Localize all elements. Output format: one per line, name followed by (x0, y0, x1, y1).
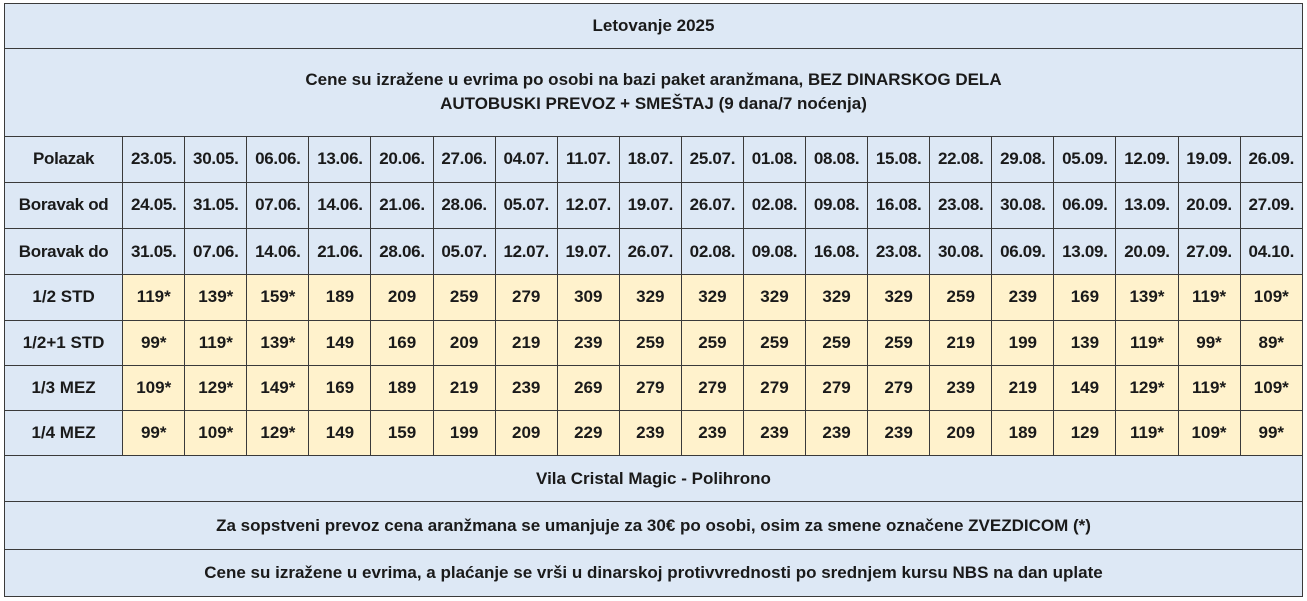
price-cell: 199 (433, 411, 495, 456)
price-cell: 329 (743, 275, 805, 320)
price-cell: 139 (1054, 320, 1116, 365)
price-cell: 129* (1116, 365, 1178, 410)
date-cell: 09.08. (743, 229, 805, 275)
price-row (5, 365, 1303, 410)
price-cell: 279 (681, 365, 743, 410)
date-cell: 23.08. (868, 229, 930, 275)
date-cell: 14.06. (247, 229, 309, 275)
date-cell: 02.08. (743, 182, 805, 228)
price-cell: 259 (433, 275, 495, 320)
price-cell: 139* (247, 320, 309, 365)
date-cell: 27.09. (1178, 229, 1240, 275)
price-cell: 109* (185, 411, 247, 456)
date-cell: 13.09. (1116, 182, 1178, 228)
date-cell: 30.05. (185, 136, 247, 182)
price-cell: 119* (1116, 411, 1178, 456)
date-cell: 21.06. (309, 229, 371, 275)
transport-note-row (5, 502, 1303, 549)
date-cell: 02.08. (681, 229, 743, 275)
date-cell: 08.08. (806, 136, 868, 182)
date-cell: 30.08. (930, 229, 992, 275)
price-cell: 109* (1240, 275, 1302, 320)
price-cell: 189 (371, 365, 433, 410)
price-cell: 209 (433, 320, 495, 365)
payment-note: Cene su izražene u evrima, a plaćanje se vrši u dinarskoj protivvrednosti po srednjem kursu NBS na dan uplate (5, 549, 1303, 596)
price-cell: 279 (743, 365, 805, 410)
price-cell: 99* (1178, 320, 1240, 365)
schedule-row (5, 229, 1303, 275)
date-cell: 24.05. (123, 182, 185, 228)
price-cell: 159 (371, 411, 433, 456)
info-row (5, 49, 1303, 136)
price-cell: 329 (619, 275, 681, 320)
price-cell: 239 (681, 411, 743, 456)
price-cell: 89* (1240, 320, 1302, 365)
title-row (5, 4, 1303, 49)
date-cell: 09.08. (806, 182, 868, 228)
price-cell: 329 (868, 275, 930, 320)
row-label: 1/2+1 STD (5, 320, 123, 365)
price-cell: 189 (309, 275, 371, 320)
price-rows (5, 275, 1303, 456)
date-cell: 28.06. (433, 182, 495, 228)
date-cell: 26.09. (1240, 136, 1302, 182)
date-cell: 23.08. (930, 182, 992, 228)
price-cell: 279 (619, 365, 681, 410)
price-cell: 229 (557, 411, 619, 456)
date-cell: 20.09. (1178, 182, 1240, 228)
price-cell: 99* (123, 411, 185, 456)
price-cell: 139* (1116, 275, 1178, 320)
price-cell: 129* (247, 411, 309, 456)
price-cell: 219 (495, 320, 557, 365)
hotel-row (5, 456, 1303, 502)
price-cell: 259 (806, 320, 868, 365)
row-label: 1/2 STD (5, 275, 123, 320)
price-cell: 269 (557, 365, 619, 410)
price-info-cell (5, 49, 1303, 136)
price-cell: 129 (1054, 411, 1116, 456)
price-cell: 329 (681, 275, 743, 320)
price-cell: 219 (930, 320, 992, 365)
payment-note-row (5, 549, 1303, 596)
price-cell: 219 (992, 365, 1054, 410)
price-cell: 189 (992, 411, 1054, 456)
date-cell: 19.07. (557, 229, 619, 275)
price-table (4, 3, 1303, 597)
price-cell: 119* (185, 320, 247, 365)
date-cell: 19.09. (1178, 136, 1240, 182)
date-cell: 16.08. (806, 229, 868, 275)
date-cell: 05.07. (495, 182, 557, 228)
price-row (5, 411, 1303, 456)
date-cell: 20.09. (1116, 229, 1178, 275)
price-cell: 239 (495, 365, 557, 410)
price-cell: 149* (247, 365, 309, 410)
date-cell: 28.06. (371, 229, 433, 275)
price-cell: 99* (123, 320, 185, 365)
price-cell: 279 (868, 365, 930, 410)
price-cell: 259 (743, 320, 805, 365)
price-cell: 119* (1178, 275, 1240, 320)
price-cell: 259 (681, 320, 743, 365)
date-cell: 16.08. (868, 182, 930, 228)
price-cell: 239 (930, 365, 992, 410)
date-cell: 07.06. (185, 229, 247, 275)
transport-info-line: AUTOBUSKI PREVOZ + SMEŠTAJ (9 dana/7 noćenja) (440, 94, 867, 114)
date-cell: 30.08. (992, 182, 1054, 228)
price-cell: 149 (309, 411, 371, 456)
date-cell: 20.06. (371, 136, 433, 182)
date-cell: 19.07. (619, 182, 681, 228)
price-cell: 169 (371, 320, 433, 365)
price-cell: 209 (495, 411, 557, 456)
date-cell: 05.07. (433, 229, 495, 275)
price-cell: 309 (557, 275, 619, 320)
price-cell: 199 (992, 320, 1054, 365)
price-cell: 129* (185, 365, 247, 410)
price-cell: 119* (123, 275, 185, 320)
row-label: 1/3 MEZ (5, 365, 123, 410)
price-cell: 149 (309, 320, 371, 365)
price-row (5, 320, 1303, 365)
date-cell: 06.06. (247, 136, 309, 182)
date-cell: 21.06. (371, 182, 433, 228)
price-cell: 279 (495, 275, 557, 320)
date-cell: 04.10. (1240, 229, 1302, 275)
date-cell: 25.07. (681, 136, 743, 182)
date-cell: 06.09. (1054, 182, 1116, 228)
price-row (5, 275, 1303, 320)
price-cell: 159* (247, 275, 309, 320)
price-cell: 239 (992, 275, 1054, 320)
price-cell: 169 (1054, 275, 1116, 320)
date-cell: 05.09. (1054, 136, 1116, 182)
date-cell: 23.05. (123, 136, 185, 182)
price-cell: 259 (868, 320, 930, 365)
row-label: Boravak do (5, 229, 123, 275)
table-title: Letovanje 2025 (5, 4, 1303, 49)
price-cell: 99* (1240, 411, 1302, 456)
price-cell: 209 (371, 275, 433, 320)
price-cell: 109* (1178, 411, 1240, 456)
date-cell: 31.05. (123, 229, 185, 275)
price-cell: 139* (185, 275, 247, 320)
price-cell: 329 (806, 275, 868, 320)
price-cell: 169 (309, 365, 371, 410)
row-label: Polazak (5, 136, 123, 182)
date-cell: 26.07. (619, 229, 681, 275)
date-cell: 13.06. (309, 136, 371, 182)
price-cell: 109* (1240, 365, 1302, 410)
price-cell: 279 (806, 365, 868, 410)
row-label: 1/4 MEZ (5, 411, 123, 456)
date-cell: 18.07. (619, 136, 681, 182)
date-cell: 26.07. (681, 182, 743, 228)
price-cell: 119* (1178, 365, 1240, 410)
date-cell: 15.08. (868, 136, 930, 182)
date-cell: 29.08. (992, 136, 1054, 182)
price-cell: 239 (557, 320, 619, 365)
price-cell: 109* (123, 365, 185, 410)
price-cell: 239 (619, 411, 681, 456)
hotel-name: Vila Cristal Magic - Polihrono (5, 456, 1303, 502)
price-info-line: Cene su izražene u evrima po osobi na bazi paket aranžmana, BEZ DINARSKOG DELA (305, 70, 1002, 90)
row-label: Boravak od (5, 182, 123, 228)
date-cell: 27.06. (433, 136, 495, 182)
price-cell: 239 (868, 411, 930, 456)
price-cell: 119* (1116, 320, 1178, 365)
price-cell: 209 (930, 411, 992, 456)
schedule-row (5, 136, 1303, 182)
schedule-rows (5, 136, 1303, 275)
date-cell: 13.09. (1054, 229, 1116, 275)
price-cell: 259 (619, 320, 681, 365)
date-cell: 14.06. (309, 182, 371, 228)
date-cell: 12.07. (557, 182, 619, 228)
date-cell: 07.06. (247, 182, 309, 228)
date-cell: 27.09. (1240, 182, 1302, 228)
price-cell: 239 (743, 411, 805, 456)
date-cell: 31.05. (185, 182, 247, 228)
date-cell: 12.09. (1116, 136, 1178, 182)
transport-note: Za sopstveni prevoz cena aranžmana se umanjuje za 30€ po osobi, osim za smene označene ZVEZDICOM (*) (5, 502, 1303, 549)
price-cell: 239 (806, 411, 868, 456)
price-cell: 259 (930, 275, 992, 320)
date-cell: 11.07. (557, 136, 619, 182)
date-cell: 12.07. (495, 229, 557, 275)
date-cell: 22.08. (930, 136, 992, 182)
price-cell: 219 (433, 365, 495, 410)
schedule-row (5, 182, 1303, 228)
price-cell: 149 (1054, 365, 1116, 410)
date-cell: 06.09. (992, 229, 1054, 275)
date-cell: 01.08. (743, 136, 805, 182)
date-cell: 04.07. (495, 136, 557, 182)
